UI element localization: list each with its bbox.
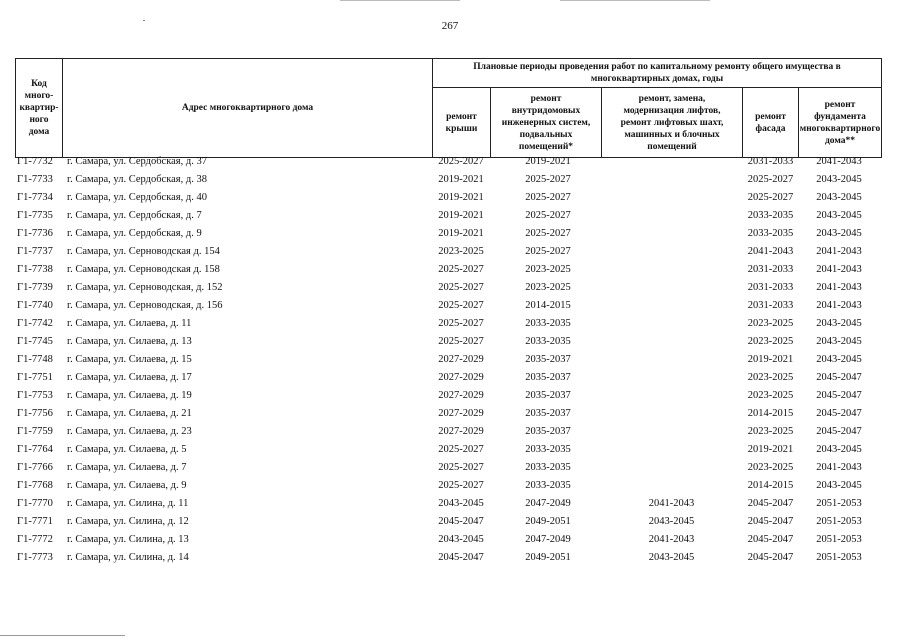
cell-internal-systems: 2033-2035 [525, 444, 571, 455]
cell-facade: 2033-2035 [747, 210, 794, 221]
table-row [15, 460, 881, 478]
table-row [15, 244, 881, 262]
cell-internal-systems: 2049-2051 [525, 516, 571, 527]
cell-internal-systems: 2035-2037 [525, 390, 571, 401]
cell-roof: 2019-2021 [438, 174, 484, 185]
table-row [15, 514, 881, 532]
cell-address: г. Самара, ул. Силаева, д. 9 [67, 480, 187, 491]
cell-code: Г1-7737 [17, 246, 53, 257]
cell-roof: 2043-2045 [438, 498, 484, 509]
cell-address: г. Самара, ул. Сердобская, д. 38 [67, 174, 207, 185]
cell-lifts: 2041-2043 [648, 498, 695, 509]
cell-facade: 2031-2033 [747, 156, 794, 167]
cell-internal-systems: 2025-2027 [525, 228, 571, 239]
cell-foundation: 2041-2043 [816, 462, 862, 473]
page-number: 267 [441, 20, 459, 32]
cell-roof: 2025-2027 [438, 462, 484, 473]
table-row [15, 496, 881, 514]
cell-internal-systems: 2033-2035 [525, 336, 571, 347]
cell-code: Г1-7745 [17, 336, 53, 347]
cell-facade: 2014-2015 [747, 480, 794, 491]
cell-internal-systems: 2019-2021 [525, 156, 571, 167]
cell-internal-systems: 2025-2027 [525, 210, 571, 221]
cell-facade: 2023-2025 [747, 390, 794, 401]
cell-code: Г1-7751 [17, 372, 53, 383]
cell-foundation: 2051-2053 [816, 516, 862, 527]
table-row [15, 262, 881, 280]
cell-facade: 2031-2033 [747, 300, 794, 311]
table-row [15, 334, 881, 352]
cell-roof: 2025-2027 [438, 300, 484, 311]
cell-code: Г1-7740 [17, 300, 53, 311]
cell-internal-systems: 2023-2025 [525, 264, 571, 275]
cell-address: г. Самара, ул. Серноводская, д. 152 [67, 282, 223, 293]
table-row [15, 190, 881, 208]
cell-roof: 2019-2021 [438, 228, 484, 239]
cell-internal-systems: 2023-2025 [525, 282, 571, 293]
table-row [15, 172, 881, 190]
cell-code: Г1-7734 [17, 192, 53, 203]
cell-internal-systems: 2035-2037 [525, 408, 571, 419]
cell-internal-systems: 2014-2015 [525, 300, 571, 311]
cell-code: Г1-7738 [17, 264, 53, 275]
cell-roof: 2043-2045 [438, 534, 484, 545]
cell-roof: 2025-2027 [438, 318, 484, 329]
header-internal-systems [490, 87, 602, 158]
cell-roof: 2045-2047 [438, 552, 484, 563]
header-roof-label: ремонт крыши [445, 111, 478, 134]
cell-facade: 2041-2043 [747, 246, 794, 257]
cell-internal-systems: 2035-2037 [525, 354, 571, 365]
cell-address: г. Самара, ул. Силина, д. 13 [67, 534, 189, 545]
cell-code: Г1-7735 [17, 210, 53, 221]
cell-address: г. Самара, ул. Сердобская, д. 37 [67, 156, 207, 167]
header-facade [742, 87, 799, 158]
cell-address: г. Самара, ул. Силаева, д. 13 [67, 336, 192, 347]
cell-roof: 2027-2029 [438, 372, 484, 383]
cell-address: г. Самара, ул. Силаева, д. 17 [67, 372, 192, 383]
cell-internal-systems: 2033-2035 [525, 480, 571, 491]
cell-address: г. Самара, ул. Силина, д. 12 [67, 516, 189, 527]
cell-internal-systems: 2033-2035 [525, 318, 571, 329]
cell-foundation: 2043-2045 [816, 174, 862, 185]
cell-facade: 2019-2021 [747, 354, 794, 365]
cell-roof: 2027-2029 [438, 390, 484, 401]
table-row [15, 424, 881, 442]
cell-foundation: 2045-2047 [816, 390, 862, 401]
cell-foundation: 2043-2045 [816, 192, 862, 203]
cell-lifts: 2043-2045 [648, 516, 695, 527]
header-roof [432, 87, 491, 158]
cell-foundation: 2041-2043 [816, 300, 862, 311]
cell-roof: 2027-2029 [438, 408, 484, 419]
cell-address: г. Самара, ул. Серноводская, д. 156 [67, 300, 223, 311]
cell-foundation: 2043-2045 [816, 354, 862, 365]
header-foundation [798, 87, 882, 158]
cell-address: г. Самара, ул. Силина, д. 11 [67, 498, 189, 509]
cell-foundation: 2051-2053 [816, 534, 862, 545]
cell-internal-systems: 2025-2027 [525, 192, 571, 203]
cell-foundation: 2041-2043 [816, 156, 862, 167]
cell-foundation: 2043-2045 [816, 228, 862, 239]
cell-facade: 2045-2047 [747, 498, 794, 509]
cell-roof: 2025-2027 [438, 156, 484, 167]
cell-internal-systems: 2049-2051 [525, 552, 571, 563]
cell-internal-systems: 2035-2037 [525, 426, 571, 437]
cell-internal-systems: 2033-2035 [525, 462, 571, 473]
cell-foundation: 2043-2045 [816, 336, 862, 347]
cell-facade: 2031-2033 [747, 264, 794, 275]
table-row [15, 298, 881, 316]
table-row [15, 226, 881, 244]
cell-address: г. Самара, ул. Силаева, д. 11 [67, 318, 192, 329]
cell-code: Г1-7733 [17, 174, 53, 185]
header-address-label: Адрес многоквартирного дома [181, 103, 314, 113]
table-row [15, 550, 881, 568]
table-row [15, 532, 881, 550]
cell-foundation: 2051-2053 [816, 498, 862, 509]
cell-code: Г1-7736 [17, 228, 53, 239]
cell-facade: 2045-2047 [747, 516, 794, 527]
cell-internal-systems: 2047-2049 [525, 498, 571, 509]
cell-facade: 2025-2027 [747, 192, 794, 203]
cell-roof: 2019-2021 [438, 210, 484, 221]
cell-address: г. Самара, ул. Силаева, д. 21 [67, 408, 192, 419]
cell-facade: 2014-2015 [747, 408, 794, 419]
cell-code: Г1-7773 [17, 552, 53, 563]
header-code-label: Код много- квартир- ного дома [19, 79, 59, 137]
cell-roof: 2027-2029 [438, 426, 484, 437]
header-code [15, 58, 63, 158]
cell-code: Г1-7771 [17, 516, 53, 527]
cell-foundation: 2043-2045 [816, 318, 862, 329]
cell-code: Г1-7756 [17, 408, 53, 419]
cell-foundation: 2045-2047 [816, 426, 862, 437]
cell-internal-systems: 2035-2037 [525, 372, 571, 383]
cell-foundation: 2041-2043 [816, 264, 862, 275]
cell-roof: 2023-2025 [438, 246, 484, 257]
cell-address: г. Самара, ул. Силаева, д. 5 [67, 444, 187, 455]
cell-code: Г1-7772 [17, 534, 53, 545]
cell-address: г. Самара, ул. Сердобская, д. 40 [67, 192, 207, 203]
cell-foundation: 2043-2045 [816, 444, 862, 455]
cell-address: г. Самара, ул. Сердобская, д. 7 [67, 210, 202, 221]
scan-speck [143, 20, 145, 21]
cell-address: г. Самара, ул. Силина, д. 14 [67, 552, 189, 563]
cell-foundation: 2043-2045 [816, 210, 862, 221]
header-address [62, 58, 433, 158]
header-internal-label: ремонт внутридомовых инженерных систем, подвальных помещений* [501, 93, 591, 152]
cell-code: Г1-7759 [17, 426, 53, 437]
header-foundation-label: ремонт фундамента многоквартирного дома** [799, 99, 881, 146]
table-row [15, 316, 881, 334]
cell-facade: 2023-2025 [747, 462, 794, 473]
table-row [15, 406, 881, 424]
cell-facade: 2031-2033 [747, 282, 794, 293]
scan-edge-mark [0, 635, 125, 636]
cell-facade: 2023-2025 [747, 372, 794, 383]
header-periods-label: Плановые периоды проведения работ по капитальному ремонту общего имущества в многоквартирных домах, годы [473, 62, 841, 84]
cell-code: Г1-7764 [17, 444, 53, 455]
header-lifts [601, 87, 743, 158]
cell-code: Г1-7732 [17, 156, 53, 167]
header-lifts-label: ремонт, замена, модернизация лифтов, ремонт лифтовых шахт, машинных и блочных помещений [620, 93, 724, 152]
cell-facade: 2045-2047 [747, 552, 794, 563]
cell-code: Г1-7742 [17, 318, 53, 329]
header-periods-group [432, 58, 882, 88]
cell-roof: 2045-2047 [438, 516, 484, 527]
cell-foundation: 2041-2043 [816, 246, 862, 257]
cell-roof: 2025-2027 [438, 264, 484, 275]
cell-facade: 2023-2025 [747, 318, 794, 329]
cell-foundation: 2041-2043 [816, 282, 862, 293]
cell-code: Г1-7739 [17, 282, 53, 293]
table-row [15, 280, 881, 298]
cell-address: г. Самара, ул. Сердобская, д. 9 [67, 228, 202, 239]
cell-roof: 2027-2029 [438, 354, 484, 365]
header-facade-label: ремонт фасада [755, 111, 786, 134]
scan-edge-mark [560, 0, 710, 1]
cell-address: г. Самара, ул. Силаева, д. 15 [67, 354, 192, 365]
cell-facade: 2025-2027 [747, 174, 794, 185]
cell-internal-systems: 2025-2027 [525, 246, 571, 257]
cell-foundation: 2043-2045 [816, 480, 862, 491]
cell-lifts: 2043-2045 [648, 552, 695, 563]
table-row [15, 478, 881, 496]
cell-address: г. Самара, ул. Серноводская д. 158 [67, 264, 220, 275]
cell-code: Г1-7766 [17, 462, 53, 473]
table-row [15, 442, 881, 460]
cell-facade: 2045-2047 [747, 534, 794, 545]
cell-foundation: 2051-2053 [816, 552, 862, 563]
table-row [15, 352, 881, 370]
cell-code: Г1-7768 [17, 480, 53, 491]
cell-address: г. Самара, ул. Серноводская д. 154 [67, 246, 220, 257]
table-row [15, 208, 881, 226]
cell-roof: 2025-2027 [438, 282, 484, 293]
cell-facade: 2023-2025 [747, 336, 794, 347]
cell-code: Г1-7770 [17, 498, 53, 509]
cell-code: Г1-7753 [17, 390, 53, 401]
table-row [15, 370, 881, 388]
scan-edge-mark [340, 0, 460, 1]
cell-roof: 2019-2021 [438, 192, 484, 203]
cell-address: г. Самара, ул. Силаева, д. 7 [67, 462, 187, 473]
cell-facade: 2033-2035 [747, 228, 794, 239]
cell-lifts: 2041-2043 [648, 534, 695, 545]
cell-internal-systems: 2047-2049 [525, 534, 571, 545]
cell-facade: 2023-2025 [747, 426, 794, 437]
cell-code: Г1-7748 [17, 354, 53, 365]
table-row [15, 154, 881, 172]
cell-address: г. Самара, ул. Силаева, д. 23 [67, 426, 192, 437]
cell-foundation: 2045-2047 [816, 408, 862, 419]
cell-internal-systems: 2025-2027 [525, 174, 571, 185]
cell-address: г. Самара, ул. Силаева, д. 19 [67, 390, 192, 401]
cell-roof: 2025-2027 [438, 336, 484, 347]
cell-facade: 2019-2021 [747, 444, 794, 455]
table-row [15, 388, 881, 406]
cell-foundation: 2045-2047 [816, 372, 862, 383]
cell-roof: 2025-2027 [438, 480, 484, 491]
cell-roof: 2025-2027 [438, 444, 484, 455]
